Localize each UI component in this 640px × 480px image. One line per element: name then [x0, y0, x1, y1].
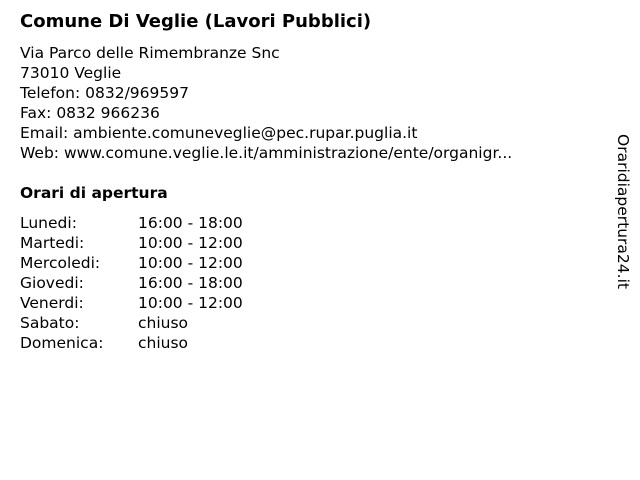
site-brand-vertical: Oraridiapertura24.it	[614, 134, 632, 289]
day-label: Venerdi:	[20, 294, 84, 312]
time-range: 10:00 - 12:00	[138, 234, 243, 252]
email-address: Email: ambiente.comuneveglie@pec.rupar.puglia.it	[20, 124, 418, 142]
day-label: Sabato:	[20, 314, 80, 332]
address-street: Via Parco delle Rimembranze Snc	[20, 44, 280, 62]
day-label: Martedi:	[20, 234, 85, 252]
hours-row-thursday	[20, 273, 243, 293]
time-range: chiuso	[138, 314, 189, 332]
time-range: chiuso	[138, 334, 189, 352]
day-label: Domenica:	[20, 334, 104, 352]
time-range: 16:00 - 18:00	[138, 214, 243, 232]
contact-details	[20, 43, 512, 163]
page-title: Comune Di Veglie (Lavori Pubblici)	[20, 11, 372, 32]
day-label: Mercoledi:	[20, 254, 101, 272]
hours-row-saturday	[20, 313, 243, 333]
hours-row-tuesday	[20, 233, 243, 253]
phone-number: Telefon: 0832/969597	[20, 84, 189, 102]
website-link: Web: www.comune.veglie.le.it/amministrazione/ente/organigr...	[20, 144, 513, 162]
address-city: 73010 Veglie	[20, 64, 122, 82]
day-label: Giovedi:	[20, 274, 84, 292]
opening-hours-heading: Orari di apertura	[20, 184, 168, 202]
time-range: 10:00 - 12:00	[138, 294, 243, 312]
day-label: Lunedi:	[20, 214, 77, 232]
hours-row-monday	[20, 213, 243, 233]
opening-hours-table	[20, 213, 243, 353]
time-range: 10:00 - 12:00	[138, 254, 243, 272]
time-range: 16:00 - 18:00	[138, 274, 243, 292]
hours-row-friday	[20, 293, 243, 313]
fax-number: Fax: 0832 966236	[20, 104, 160, 122]
hours-row-wednesday	[20, 253, 243, 273]
hours-row-sunday	[20, 333, 243, 353]
